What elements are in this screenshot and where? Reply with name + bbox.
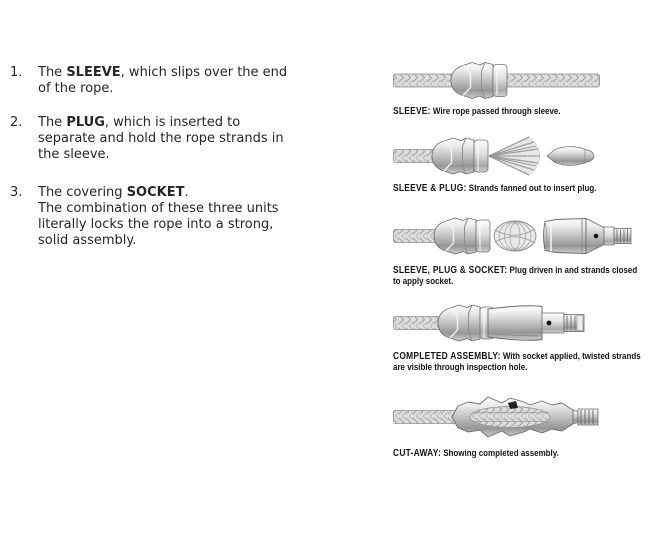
list-item-text: of the rope.: [38, 81, 114, 96]
figure-caption: SLEEVE & PLUG: Strands fanned out to insert plug.: [393, 183, 597, 194]
figure-sleeve: [392, 58, 650, 117]
figure-sleeve-plug-socket: [392, 210, 650, 287]
list-item-text: The SLEEVE, which slips over the end: [38, 65, 288, 80]
caption-label: CUT-AWAY:: [393, 448, 442, 459]
list-item-text: solid assembly.: [38, 233, 137, 248]
figure-caption: COMPLETED ASSEMBLY: With socket applied, twisted strands are visible through inspection hole.: [393, 351, 641, 373]
list-item-text: separate and hold the rope strands in: [38, 131, 284, 146]
figure-caption: CUT-AWAY: Showing completed assembly.: [393, 448, 559, 459]
sleeve-illustration: [392, 58, 602, 103]
list-number: 2.: [10, 115, 23, 130]
caption-label: COMPLETED ASSEMBLY:: [393, 351, 501, 362]
list-item-text: the sleeve.: [38, 147, 110, 162]
list-number: 1.: [10, 65, 23, 80]
figure-caption: SLEEVE, PLUG & SOCKET: Plug driven in and strands closed to apply socket.: [393, 265, 638, 287]
list-item-text: The PLUG, which is inserted to: [38, 115, 241, 130]
figure-caption: SLEEVE: Wire rope passed through sleeve.: [393, 106, 561, 117]
list-item-text: The combination of these three units: [38, 201, 279, 216]
list-item-text: literally locks the rope into a strong,: [38, 217, 274, 232]
figure-cutaway: [392, 390, 650, 459]
instruction-list: [10, 65, 340, 249]
list-item-sleeve: [10, 65, 340, 97]
sleeve-plug-socket-illustration: [392, 210, 638, 262]
caption-label: SLEEVE & PLUG:: [393, 183, 467, 194]
completed-assembly-illustration: [392, 300, 590, 348]
list-number: 3.: [10, 185, 23, 200]
figure-sleeve-plug: [392, 132, 650, 194]
caption-label: SLEEVE:: [393, 106, 431, 117]
figure-completed-assembly: [392, 300, 650, 373]
list-item-socket: [10, 185, 340, 249]
figure-column: [392, 0, 650, 536]
caption-label: SLEEVE, PLUG & SOCKET:: [393, 265, 508, 276]
cutaway-illustration: [392, 390, 602, 445]
sleeve-plug-illustration: [392, 132, 598, 180]
list-item-plug: [10, 115, 340, 163]
list-item-text: The covering SOCKET.: [38, 185, 189, 200]
